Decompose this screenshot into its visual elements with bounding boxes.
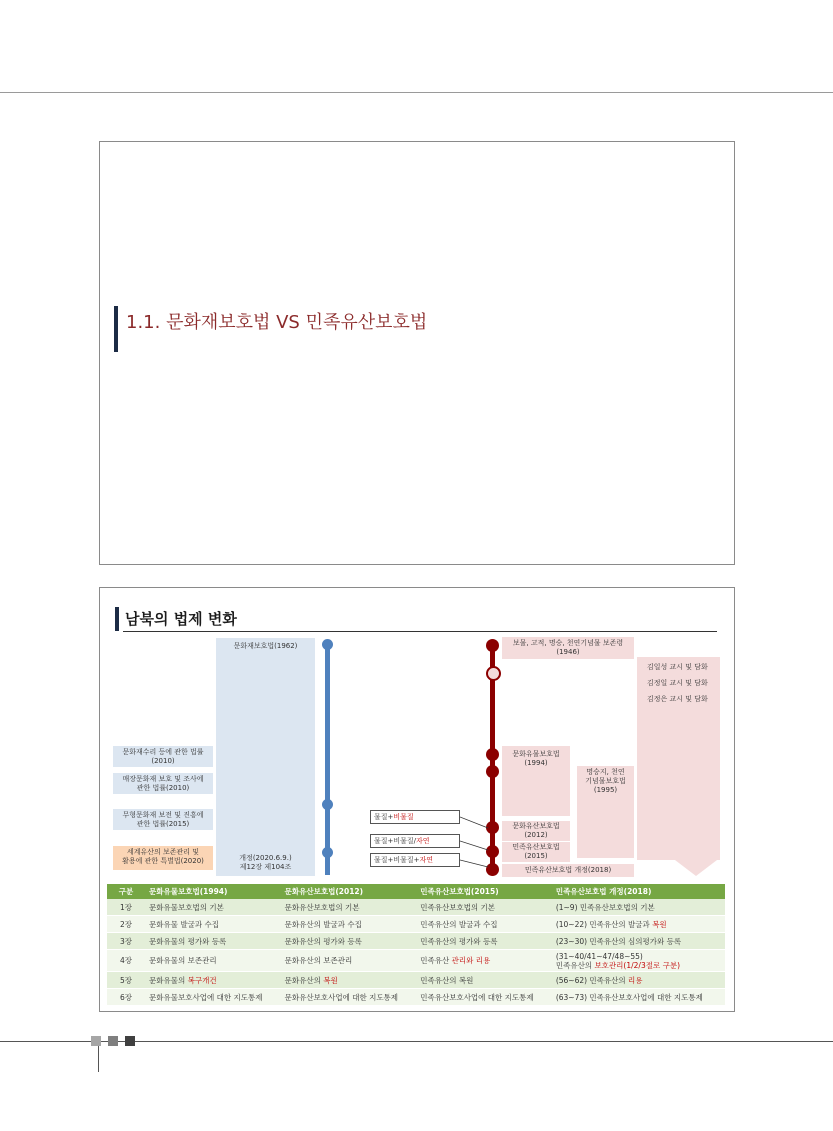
south-base-law-label: 문화재보호법(1962) <box>233 642 298 650</box>
cell-text: 문화유산의 <box>284 975 324 985</box>
category-tag <box>370 810 460 824</box>
table-row <box>107 950 725 972</box>
law-comparison-table <box>107 884 725 1006</box>
north-law-box: 보물, 고적, 명승, 천연기념물 보존령 (1946) <box>502 637 634 659</box>
north-law-box: 문화유물보호법 (1994) <box>502 746 570 816</box>
cell: (63~73) 민족유산보호사업에 대한 지도통제 <box>552 989 725 1006</box>
timeline-dot <box>486 765 499 778</box>
north-law-box: 민족유산보호법 개정(2018) <box>502 864 634 877</box>
cell: 민족유산보호사업에 대한 지도통제 <box>416 989 552 1006</box>
table-row <box>107 933 725 950</box>
cell: 문화유산의 평가와 등록 <box>281 933 417 950</box>
cell: 문화유물 발굴과 수집 <box>145 916 281 933</box>
cell: 4장 <box>107 950 145 972</box>
timeline-dot <box>486 748 499 761</box>
timeline-dot <box>486 639 499 652</box>
slide-1 <box>99 141 735 565</box>
kim-teaching-item: 김일성 교시 및 담화 <box>647 663 708 671</box>
cell <box>552 916 725 933</box>
cell: 6장 <box>107 989 145 1006</box>
south-law-column <box>216 638 315 876</box>
cell: 문화유산의 보존관리 <box>281 950 417 972</box>
south-timeline-line <box>325 642 330 875</box>
cell: 민족유산보호법의 기본 <box>416 899 552 916</box>
tag-text: 물질+비물질/ <box>374 837 417 845</box>
cell: 문화유물보호법의 기본 <box>145 899 281 916</box>
cell: 문화유산보호법의 기본 <box>281 899 417 916</box>
footer-square <box>125 1036 135 1046</box>
south-law-box: 문화재수리 등에 관한 법률 (2010) <box>113 746 213 767</box>
timeline-dot <box>322 639 333 650</box>
table-row <box>107 916 725 933</box>
col-header: 구분 <box>107 884 145 899</box>
cell-text-red: 복구개건 <box>187 975 217 985</box>
col-header: 민족유산보호법 개정(2018) <box>552 884 725 899</box>
timeline-dot <box>322 847 333 858</box>
footer-square <box>108 1036 118 1046</box>
timeline-dot <box>322 799 333 810</box>
col-header: 민족유산보호법(2015) <box>416 884 552 899</box>
cell-text-red: 관리와 리용 <box>451 956 491 965</box>
col-header: 문화유산보호법(2012) <box>281 884 417 899</box>
tag-text-red: 자연 <box>419 856 434 864</box>
tag-text: 물질+비물질+ <box>374 856 420 864</box>
title-accent-bar <box>115 607 119 631</box>
category-tag <box>370 853 460 867</box>
cell <box>281 972 417 989</box>
cell-text: (10~22) 민족유산의 발굴과 <box>555 919 653 929</box>
header-rule <box>0 92 833 93</box>
cell-text-red: 복원 <box>652 919 667 929</box>
col-header: 문화유물보호법(1994) <box>145 884 281 899</box>
cell <box>145 972 281 989</box>
slide-2-title: 남북의 법제 변화 <box>125 610 237 628</box>
kim-teachings-column <box>637 657 720 860</box>
category-tag <box>370 834 460 848</box>
cell: (23~30) 민족유산의 심의평가와 등록 <box>552 933 725 950</box>
arrow-down-icon <box>675 860 717 876</box>
cell-text: 문화유물의 <box>149 975 188 985</box>
cell <box>416 950 552 972</box>
tag-text-red: 비물질 <box>393 813 414 821</box>
north-law-box: 문화유산보호법 (2012) <box>502 821 570 841</box>
cell: 3장 <box>107 933 145 950</box>
kim-teaching-item: 김정은 교시 및 담화 <box>647 695 708 703</box>
kim-teaching-item: 김정일 교시 및 담화 <box>647 679 708 687</box>
slide-1-title: 1.1. 문화재보호법 VS 민족유산보호법 <box>126 312 428 333</box>
cell: (1~9) 민족유산보호법의 기본 <box>552 899 725 916</box>
cell-text: (31~40/41~47/48~55) <box>555 951 643 961</box>
south-law-box: 매장문화재 보호 및 조사에 관한 법률(2010) <box>113 773 213 794</box>
cell: 문화유물의 보존관리 <box>145 950 281 972</box>
north-law-box: 명승지, 천연 기념물보호법 (1995) <box>577 766 634 858</box>
footer-square <box>91 1036 101 1046</box>
cell: 민족유산의 복원 <box>416 972 552 989</box>
cell: 5장 <box>107 972 145 989</box>
cell: 민족유산의 발굴과 수집 <box>416 916 552 933</box>
cell <box>552 950 725 972</box>
table-row <box>107 972 725 989</box>
table-row <box>107 989 725 1006</box>
timeline-dot-open <box>486 666 501 681</box>
south-revision-label: 개정(2020.6.9.) 제12장 제104조 <box>239 854 292 871</box>
south-law-box-highlight: 세계유산의 보존관리 및 활용에 관한 특별법(2020) <box>113 846 213 870</box>
cell-text-red: 리용 <box>628 975 643 985</box>
cell: 문화유물보호사업에 대한 지도통제 <box>145 989 281 1006</box>
cell: 1장 <box>107 899 145 916</box>
table-header-row <box>107 884 725 899</box>
cell: 2장 <box>107 916 145 933</box>
title-accent-bar <box>114 306 118 352</box>
table-row <box>107 899 725 916</box>
cell-text: 민족유산의 <box>555 960 595 970</box>
cell: 문화유물의 평가와 등록 <box>145 933 281 950</box>
tag-text-red: 자연 <box>416 837 430 845</box>
title-underline <box>123 631 717 632</box>
cell: 문화유산의 발굴과 수집 <box>281 916 417 933</box>
cell-text-red: 복원 <box>323 975 338 985</box>
cell-text-red: 보호관리(1/2/3절로 구분) <box>594 960 681 970</box>
cell <box>552 972 725 989</box>
north-law-box: 민족유산보호법 (2015) <box>502 842 570 862</box>
cell: 문화유산보호사업에 대한 지도통제 <box>281 989 417 1006</box>
tag-connectors <box>460 810 490 870</box>
footer-vertical-rule <box>98 1046 99 1072</box>
cell-text: (56~62) 민족유산의 <box>555 975 629 985</box>
cell-text: 민족유산 <box>420 956 452 965</box>
cell: 민족유산의 평가와 등록 <box>416 933 552 950</box>
south-law-box: 무형문화재 보전 및 진흥에 관한 법률(2015) <box>113 809 213 830</box>
tag-text: 물질+ <box>374 813 394 821</box>
